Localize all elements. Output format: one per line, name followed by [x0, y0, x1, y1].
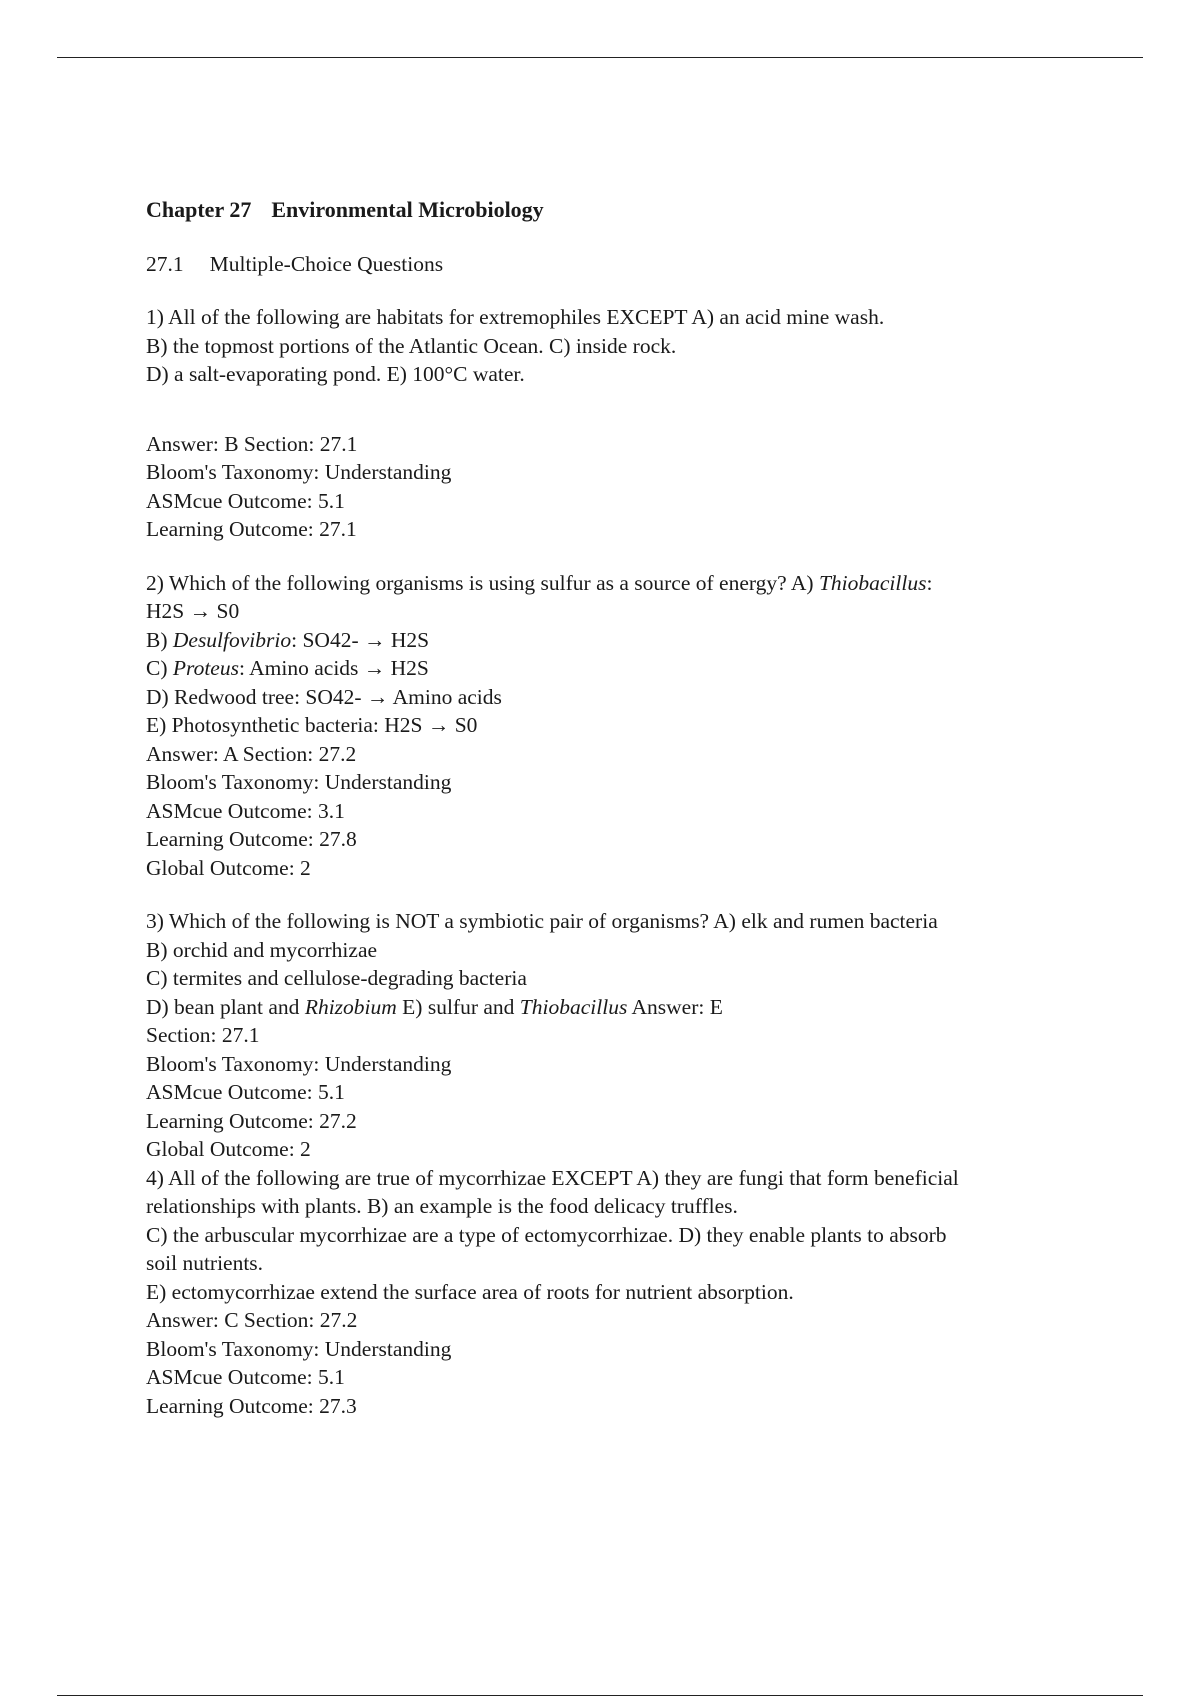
q3-asm-outcome: ASMcue Outcome: 5.1	[146, 1080, 345, 1104]
q1-options-d-e: D) a salt-evaporating pond. E) 100°C water.	[146, 362, 525, 386]
q2-bloom: Bloom's Taxonomy: Understanding	[146, 770, 452, 794]
q1-answer: Answer: B Section: 27.1	[146, 431, 358, 456]
q2-option-b: B) Desulfovibrio: SO42- → H2S	[146, 627, 430, 652]
q1-bloom: Bloom's Taxonomy: Understanding	[146, 460, 452, 484]
header-rule	[57, 57, 1143, 58]
q1-stem: 1) All of the following are habitats for extremophiles EXCEPT A) an acid mine wash.	[146, 305, 885, 329]
q1-learning-outcome: Learning Outcome: 27.1	[146, 517, 357, 541]
q2-option-d: D) Redwood tree: SO42- → Amino acids	[146, 684, 502, 709]
q2-learning-outcome: Learning Outcome: 27.8	[146, 827, 357, 851]
section-heading	[146, 250, 1066, 279]
question-4	[146, 1164, 1066, 1421]
q2-option-c: C) Proteus: Amino acids → H2S	[146, 656, 429, 680]
q2-global-outcome: Global Outcome: 2	[146, 855, 311, 880]
q3-option-b: B) orchid and mycorrhizae	[146, 937, 378, 962]
q3-option-d-e-answer: D) bean plant and Rhizobium E) sulfur and Thiobacillus Answer: E	[146, 994, 723, 1019]
q4-stem-cont: relationships with plants. B) an example is the food delicacy truffles.	[146, 1194, 738, 1218]
q4-option-d-cont: soil nutrients.	[146, 1251, 264, 1275]
footer-rule	[57, 1695, 1143, 1696]
q4-stem: 4) All of the following are true of mycorrhizae EXCEPT A) they are fungi that form beneficial	[146, 1165, 959, 1190]
q2-asm-outcome: ASMcue Outcome: 3.1	[146, 798, 345, 823]
q3-stem: 3) Which of the following is NOT a symbiotic pair of organisms? A) elk and rumen bacteria	[146, 909, 938, 933]
q3-learning-outcome: Learning Outcome: 27.2	[146, 1108, 357, 1133]
section-title: Multiple-Choice Questions	[209, 251, 444, 276]
section-number: 27.1	[146, 251, 184, 276]
q1-asm-outcome: ASMcue Outcome: 5.1	[146, 488, 345, 513]
q2-thiobacillus: Thiobacillus	[818, 570, 927, 595]
q3-global-outcome: Global Outcome: 2	[146, 1137, 311, 1161]
q4-bloom: Bloom's Taxonomy: Understanding	[146, 1336, 452, 1361]
chapter-name: Environmental Microbiology	[271, 197, 544, 222]
question-1	[146, 303, 1066, 544]
q3-option-c: C) termites and cellulose-degrading bacteria	[146, 966, 527, 990]
q4-option-e: E) ectomycorrhizae extend the surface area of roots for nutrient absorption.	[146, 1279, 794, 1304]
question-2	[146, 569, 1066, 883]
question-3	[146, 907, 1066, 1164]
q2-option-a-reaction: H2S → S0	[146, 599, 240, 623]
q2-stem: 2) Which of the following organisms is using sulfur as a source of energy? A) Thiobacillus:	[146, 570, 933, 595]
q2-option-e: E) Photosynthetic bacteria: H2S → S0	[146, 713, 478, 737]
q4-asm-outcome: ASMcue Outcome: 5.1	[146, 1365, 345, 1389]
chapter-number: Chapter 27	[146, 197, 252, 222]
q4-learning-outcome: Learning Outcome: 27.3	[146, 1393, 357, 1418]
q4-options-c-d: C) the arbuscular mycorrhizae are a type of ectomycorrhizae. D) they enable plants to absorb	[146, 1222, 947, 1247]
q3-bloom: Bloom's Taxonomy: Understanding	[146, 1051, 452, 1076]
q2-answer: Answer: A Section: 27.2	[146, 741, 357, 766]
chapter-title	[146, 196, 1066, 225]
q4-answer: Answer: C Section: 27.2	[146, 1308, 358, 1332]
q3-section: Section: 27.1	[146, 1023, 260, 1047]
q1-options-b-c: B) the topmost portions of the Atlantic Ocean. C) inside rock.	[146, 333, 677, 358]
page-content	[146, 196, 1066, 1420]
